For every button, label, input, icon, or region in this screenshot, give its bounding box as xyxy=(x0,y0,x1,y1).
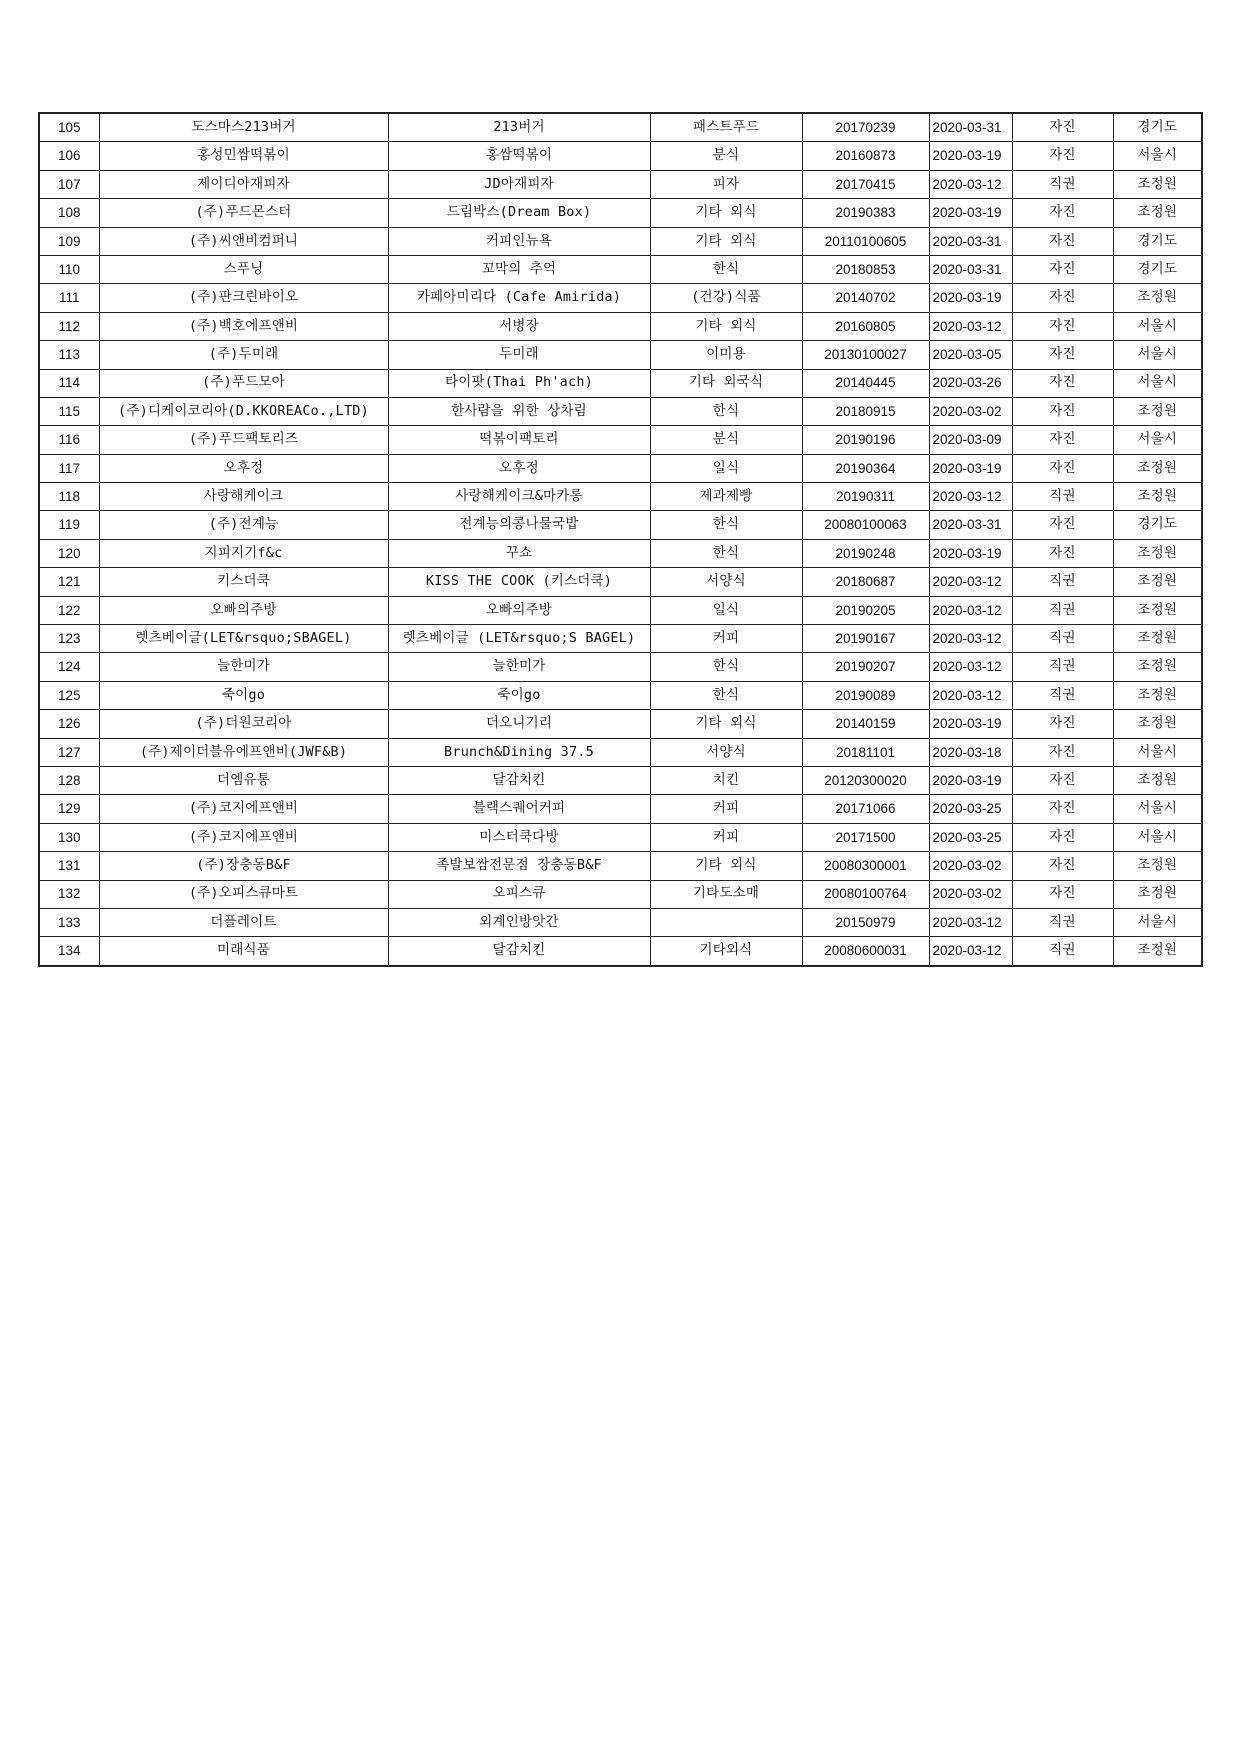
cancel-type-cell: 직권 xyxy=(1012,653,1113,681)
registration-number-cell: 20080100063 xyxy=(802,511,929,539)
row-number-cell: 111 xyxy=(39,284,99,312)
company-name-cell: (주)백호에프앤비 xyxy=(99,312,388,340)
category-cell: 한식 xyxy=(650,511,802,539)
registration-number-cell: 20150979 xyxy=(802,908,929,936)
category-cell xyxy=(650,908,802,936)
registration-number-cell: 20190311 xyxy=(802,483,929,511)
agency-cell: 조정원 xyxy=(1113,199,1202,227)
category-cell: 서양식 xyxy=(650,568,802,596)
brand-name-cell: 오피스큐 xyxy=(388,880,650,908)
row-number-cell: 126 xyxy=(39,710,99,738)
date-cell: 2020-03-31 xyxy=(929,255,1012,283)
table-row xyxy=(39,199,1202,227)
company-name-cell: 더플레이트 xyxy=(99,908,388,936)
row-number-cell: 133 xyxy=(39,908,99,936)
brand-name-cell: 오빠의주방 xyxy=(388,596,650,624)
category-cell: 기타 외식 xyxy=(650,852,802,880)
registration-number-cell: 20160873 xyxy=(802,142,929,170)
date-cell: 2020-03-19 xyxy=(929,142,1012,170)
table-row xyxy=(39,766,1202,794)
registration-number-cell: 20190207 xyxy=(802,653,929,681)
category-cell: 기타도소매 xyxy=(650,880,802,908)
company-name-cell: (주)두미래 xyxy=(99,341,388,369)
company-name-cell: 지피지기f&c xyxy=(99,539,388,567)
brand-name-cell: 꼬막의 추억 xyxy=(388,255,650,283)
category-cell: 제과제빵 xyxy=(650,483,802,511)
date-cell: 2020-03-12 xyxy=(929,170,1012,198)
company-name-cell: 홍성민쌈떡볶이 xyxy=(99,142,388,170)
date-cell: 2020-03-12 xyxy=(929,937,1012,966)
row-number-cell: 131 xyxy=(39,852,99,880)
registration-number-cell: 20190364 xyxy=(802,454,929,482)
agency-cell: 조정원 xyxy=(1113,710,1202,738)
cancel-type-cell: 직권 xyxy=(1012,170,1113,198)
category-cell: 커피 xyxy=(650,625,802,653)
row-number-cell: 124 xyxy=(39,653,99,681)
row-number-cell: 112 xyxy=(39,312,99,340)
category-cell: 피자 xyxy=(650,170,802,198)
brand-name-cell: 드림박스(Dream Box) xyxy=(388,199,650,227)
company-name-cell: 늘한미가 xyxy=(99,653,388,681)
cancel-type-cell: 자진 xyxy=(1012,227,1113,255)
table-row xyxy=(39,454,1202,482)
table-row xyxy=(39,852,1202,880)
category-cell: 한식 xyxy=(650,653,802,681)
category-cell: 서양식 xyxy=(650,738,802,766)
category-cell: 기타 외국식 xyxy=(650,369,802,397)
company-name-cell: (주)판크린바이오 xyxy=(99,284,388,312)
table-row xyxy=(39,142,1202,170)
row-number-cell: 113 xyxy=(39,341,99,369)
row-number-cell: 134 xyxy=(39,937,99,966)
company-name-cell: (주)씨앤비컴퍼니 xyxy=(99,227,388,255)
cancel-type-cell: 자진 xyxy=(1012,284,1113,312)
brand-name-cell: 달감치킨 xyxy=(388,937,650,966)
row-number-cell: 116 xyxy=(39,426,99,454)
row-number-cell: 106 xyxy=(39,142,99,170)
category-cell: (건강)식품 xyxy=(650,284,802,312)
company-name-cell: 도스마스213버거 xyxy=(99,113,388,142)
row-number-cell: 127 xyxy=(39,738,99,766)
brand-name-cell: 두미래 xyxy=(388,341,650,369)
registration-number-cell: 20110100605 xyxy=(802,227,929,255)
table-row xyxy=(39,511,1202,539)
date-cell: 2020-03-19 xyxy=(929,284,1012,312)
brand-name-cell: 213버거 xyxy=(388,113,650,142)
brand-name-cell: 홍쌈떡볶이 xyxy=(388,142,650,170)
cancel-type-cell: 자진 xyxy=(1012,880,1113,908)
agency-cell: 조정원 xyxy=(1113,937,1202,966)
agency-cell: 경기도 xyxy=(1113,113,1202,142)
registration-number-cell: 20140159 xyxy=(802,710,929,738)
category-cell: 치킨 xyxy=(650,766,802,794)
company-name-cell: 키스더쿡 xyxy=(99,568,388,596)
brand-name-cell: 사랑해케이크&마카롱 xyxy=(388,483,650,511)
cancel-type-cell: 자진 xyxy=(1012,142,1113,170)
registration-number-cell: 20180853 xyxy=(802,255,929,283)
registration-number-cell: 20171500 xyxy=(802,823,929,851)
agency-cell: 서울시 xyxy=(1113,795,1202,823)
agency-cell: 경기도 xyxy=(1113,255,1202,283)
registration-number-cell: 20180915 xyxy=(802,397,929,425)
row-number-cell: 109 xyxy=(39,227,99,255)
table-row xyxy=(39,681,1202,709)
cancel-type-cell: 직권 xyxy=(1012,937,1113,966)
registration-number-cell: 20190167 xyxy=(802,625,929,653)
date-cell: 2020-03-31 xyxy=(929,227,1012,255)
cancel-type-cell: 자진 xyxy=(1012,113,1113,142)
registration-number-cell: 20140702 xyxy=(802,284,929,312)
cancel-type-cell: 자진 xyxy=(1012,369,1113,397)
agency-cell: 조정원 xyxy=(1113,170,1202,198)
row-number-cell: 108 xyxy=(39,199,99,227)
table-row xyxy=(39,568,1202,596)
agency-cell: 조정원 xyxy=(1113,568,1202,596)
date-cell: 2020-03-19 xyxy=(929,199,1012,227)
table-row xyxy=(39,596,1202,624)
date-cell: 2020-03-18 xyxy=(929,738,1012,766)
row-number-cell: 121 xyxy=(39,568,99,596)
cancel-type-cell: 자진 xyxy=(1012,426,1113,454)
category-cell: 패스트푸드 xyxy=(650,113,802,142)
row-number-cell: 130 xyxy=(39,823,99,851)
table-row xyxy=(39,625,1202,653)
table-row xyxy=(39,284,1202,312)
cancel-type-cell: 직권 xyxy=(1012,625,1113,653)
category-cell: 한식 xyxy=(650,539,802,567)
cancel-type-cell: 자진 xyxy=(1012,738,1113,766)
brand-name-cell: 미스터쿡다방 xyxy=(388,823,650,851)
company-name-cell: (주)코지에프앤비 xyxy=(99,795,388,823)
agency-cell: 서울시 xyxy=(1113,142,1202,170)
date-cell: 2020-03-31 xyxy=(929,511,1012,539)
category-cell: 일식 xyxy=(650,454,802,482)
category-cell: 기타 외식 xyxy=(650,199,802,227)
row-number-cell: 115 xyxy=(39,397,99,425)
brand-name-cell: 서병장 xyxy=(388,312,650,340)
registration-number-cell: 20140445 xyxy=(802,369,929,397)
agency-cell: 서울시 xyxy=(1113,426,1202,454)
company-name-cell: 오후정 xyxy=(99,454,388,482)
date-cell: 2020-03-12 xyxy=(929,568,1012,596)
table-row xyxy=(39,255,1202,283)
brand-name-cell: 족발보쌈전문점 장충동B&F xyxy=(388,852,650,880)
date-cell: 2020-03-02 xyxy=(929,397,1012,425)
table-row xyxy=(39,341,1202,369)
brand-name-cell: 달감치킨 xyxy=(388,766,650,794)
category-cell: 기타 외식 xyxy=(650,312,802,340)
date-cell: 2020-03-19 xyxy=(929,539,1012,567)
brand-name-cell: 전계능의콩나물국밥 xyxy=(388,511,650,539)
cancel-type-cell: 자진 xyxy=(1012,454,1113,482)
category-cell: 기타 외식 xyxy=(650,227,802,255)
category-cell: 분식 xyxy=(650,426,802,454)
row-number-cell: 129 xyxy=(39,795,99,823)
brand-name-cell: 외계인방앗간 xyxy=(388,908,650,936)
cancel-type-cell: 자진 xyxy=(1012,539,1113,567)
category-cell: 한식 xyxy=(650,681,802,709)
agency-cell: 조정원 xyxy=(1113,625,1202,653)
category-cell: 커피 xyxy=(650,795,802,823)
table-row xyxy=(39,823,1202,851)
category-cell: 분식 xyxy=(650,142,802,170)
row-number-cell: 123 xyxy=(39,625,99,653)
registration-number-cell: 20080600031 xyxy=(802,937,929,966)
brand-name-cell: 오후정 xyxy=(388,454,650,482)
table-body xyxy=(39,113,1202,966)
cancel-type-cell: 자진 xyxy=(1012,341,1113,369)
date-cell: 2020-03-26 xyxy=(929,369,1012,397)
table-row xyxy=(39,369,1202,397)
registration-number-cell: 20080300001 xyxy=(802,852,929,880)
agency-cell: 조정원 xyxy=(1113,766,1202,794)
agency-cell: 조정원 xyxy=(1113,454,1202,482)
cancel-type-cell: 자진 xyxy=(1012,312,1113,340)
cancel-type-cell: 자진 xyxy=(1012,795,1113,823)
cancel-type-cell: 자진 xyxy=(1012,766,1113,794)
row-number-cell: 118 xyxy=(39,483,99,511)
cancel-type-cell: 자진 xyxy=(1012,823,1113,851)
cancel-type-cell: 자진 xyxy=(1012,199,1113,227)
row-number-cell: 122 xyxy=(39,596,99,624)
date-cell: 2020-03-12 xyxy=(929,908,1012,936)
registration-number-cell: 20190383 xyxy=(802,199,929,227)
brand-name-cell: 더오니기리 xyxy=(388,710,650,738)
agency-cell: 서울시 xyxy=(1113,823,1202,851)
company-name-cell: 스푸닝 xyxy=(99,255,388,283)
cancel-type-cell: 자진 xyxy=(1012,852,1113,880)
agency-cell: 조정원 xyxy=(1113,483,1202,511)
brand-name-cell: 죽이go xyxy=(388,681,650,709)
table-row xyxy=(39,653,1202,681)
date-cell: 2020-03-19 xyxy=(929,766,1012,794)
brand-name-cell: 떡볶이팩토리 xyxy=(388,426,650,454)
table-row xyxy=(39,738,1202,766)
company-name-cell: 미래식품 xyxy=(99,937,388,966)
agency-cell: 서울시 xyxy=(1113,312,1202,340)
date-cell: 2020-03-12 xyxy=(929,483,1012,511)
agency-cell: 조정원 xyxy=(1113,681,1202,709)
row-number-cell: 107 xyxy=(39,170,99,198)
table-row xyxy=(39,795,1202,823)
agency-cell: 서울시 xyxy=(1113,738,1202,766)
company-name-cell: (주)코지에프앤비 xyxy=(99,823,388,851)
registration-number-cell: 20190196 xyxy=(802,426,929,454)
company-name-cell: (주)전계능 xyxy=(99,511,388,539)
row-number-cell: 119 xyxy=(39,511,99,539)
brand-name-cell: JD아재피자 xyxy=(388,170,650,198)
date-cell: 2020-03-05 xyxy=(929,341,1012,369)
table-row xyxy=(39,908,1202,936)
table-row xyxy=(39,426,1202,454)
table-row xyxy=(39,880,1202,908)
cancel-type-cell: 직권 xyxy=(1012,908,1113,936)
company-name-cell: 렛츠베이글(LET&rsquo;SBAGEL) xyxy=(99,625,388,653)
cancel-type-cell: 직권 xyxy=(1012,596,1113,624)
table-row xyxy=(39,539,1202,567)
table-row xyxy=(39,937,1202,966)
brand-name-cell: 늘한미가 xyxy=(388,653,650,681)
agency-cell: 조정원 xyxy=(1113,852,1202,880)
table-row xyxy=(39,710,1202,738)
cancel-type-cell: 자진 xyxy=(1012,255,1113,283)
row-number-cell: 128 xyxy=(39,766,99,794)
table-row xyxy=(39,397,1202,425)
brand-name-cell: 한사람을 위한 상차림 xyxy=(388,397,650,425)
row-number-cell: 120 xyxy=(39,539,99,567)
row-number-cell: 117 xyxy=(39,454,99,482)
company-name-cell: 제이디아재피자 xyxy=(99,170,388,198)
registration-number-cell: 20160805 xyxy=(802,312,929,340)
date-cell: 2020-03-12 xyxy=(929,312,1012,340)
agency-cell: 조정원 xyxy=(1113,284,1202,312)
company-name-cell: (주)제이더블유에프앤비(JWF&B) xyxy=(99,738,388,766)
brand-name-cell: Brunch&Dining 37.5 xyxy=(388,738,650,766)
brand-name-cell: 블랙스퀘어커피 xyxy=(388,795,650,823)
company-name-cell: 더엠유통 xyxy=(99,766,388,794)
table-row xyxy=(39,312,1202,340)
category-cell: 기타외식 xyxy=(650,937,802,966)
agency-cell: 조정원 xyxy=(1113,653,1202,681)
category-cell: 한식 xyxy=(650,255,802,283)
category-cell: 기타 외식 xyxy=(650,710,802,738)
registration-number-cell: 20170415 xyxy=(802,170,929,198)
agency-cell: 조정원 xyxy=(1113,596,1202,624)
row-number-cell: 105 xyxy=(39,113,99,142)
company-name-cell: (주)푸드팩토리즈 xyxy=(99,426,388,454)
brand-name-cell: 꾸쇼 xyxy=(388,539,650,567)
row-number-cell: 125 xyxy=(39,681,99,709)
date-cell: 2020-03-31 xyxy=(929,113,1012,142)
registration-number-cell: 20181101 xyxy=(802,738,929,766)
date-cell: 2020-03-12 xyxy=(929,653,1012,681)
agency-cell: 경기도 xyxy=(1113,227,1202,255)
category-cell: 일식 xyxy=(650,596,802,624)
company-name-cell: 죽이go xyxy=(99,681,388,709)
registration-number-cell: 20120300020 xyxy=(802,766,929,794)
registration-number-cell: 20171066 xyxy=(802,795,929,823)
registration-number-cell: 20190089 xyxy=(802,681,929,709)
registration-number-cell: 20130100027 xyxy=(802,341,929,369)
company-name-cell: 사랑해케이크 xyxy=(99,483,388,511)
registration-number-cell: 20190205 xyxy=(802,596,929,624)
cancel-type-cell: 직권 xyxy=(1012,681,1113,709)
company-name-cell: (주)장충동B&F xyxy=(99,852,388,880)
row-number-cell: 110 xyxy=(39,255,99,283)
table-row xyxy=(39,113,1202,142)
brand-name-cell: 타이팟(Thai Ph'ach) xyxy=(388,369,650,397)
brand-name-cell: 렛츠베이글 (LET&rsquo;S BAGEL) xyxy=(388,625,650,653)
date-cell: 2020-03-25 xyxy=(929,823,1012,851)
registration-number-cell: 20190248 xyxy=(802,539,929,567)
registration-number-cell: 20080100764 xyxy=(802,880,929,908)
row-number-cell: 114 xyxy=(39,369,99,397)
registration-number-cell: 20170239 xyxy=(802,113,929,142)
cancel-type-cell: 자진 xyxy=(1012,397,1113,425)
date-cell: 2020-03-25 xyxy=(929,795,1012,823)
company-name-cell: 오빠의주방 xyxy=(99,596,388,624)
table-row xyxy=(39,483,1202,511)
date-cell: 2020-03-19 xyxy=(929,710,1012,738)
cancel-type-cell: 자진 xyxy=(1012,511,1113,539)
row-number-cell: 132 xyxy=(39,880,99,908)
franchise-deregistration-table xyxy=(38,112,1203,967)
date-cell: 2020-03-09 xyxy=(929,426,1012,454)
cancel-type-cell: 자진 xyxy=(1012,710,1113,738)
company-name-cell: (주)오피스큐마트 xyxy=(99,880,388,908)
date-cell: 2020-03-12 xyxy=(929,681,1012,709)
category-cell: 이미용 xyxy=(650,341,802,369)
date-cell: 2020-03-02 xyxy=(929,880,1012,908)
agency-cell: 조정원 xyxy=(1113,539,1202,567)
registration-number-cell: 20180687 xyxy=(802,568,929,596)
table-row xyxy=(39,170,1202,198)
cancel-type-cell: 직권 xyxy=(1012,483,1113,511)
date-cell: 2020-03-12 xyxy=(929,596,1012,624)
company-name-cell: (주)더원코리아 xyxy=(99,710,388,738)
category-cell: 커피 xyxy=(650,823,802,851)
date-cell: 2020-03-12 xyxy=(929,625,1012,653)
company-name-cell: (주)푸드모아 xyxy=(99,369,388,397)
company-name-cell: (주)디케이코리아(D.KKOREACo.,LTD) xyxy=(99,397,388,425)
agency-cell: 조정원 xyxy=(1113,880,1202,908)
cancel-type-cell: 직권 xyxy=(1012,568,1113,596)
agency-cell: 서울시 xyxy=(1113,369,1202,397)
date-cell: 2020-03-19 xyxy=(929,454,1012,482)
brand-name-cell: 커피인뉴욕 xyxy=(388,227,650,255)
agency-cell: 조정원 xyxy=(1113,397,1202,425)
agency-cell: 경기도 xyxy=(1113,511,1202,539)
agency-cell: 서울시 xyxy=(1113,908,1202,936)
date-cell: 2020-03-02 xyxy=(929,852,1012,880)
company-name-cell: (주)푸드몬스터 xyxy=(99,199,388,227)
brand-name-cell: 카페아미리다 (Cafe Amirida) xyxy=(388,284,650,312)
table-row xyxy=(39,227,1202,255)
category-cell: 한식 xyxy=(650,397,802,425)
agency-cell: 서울시 xyxy=(1113,341,1202,369)
brand-name-cell: KISS THE COOK (키스더쿡) xyxy=(388,568,650,596)
